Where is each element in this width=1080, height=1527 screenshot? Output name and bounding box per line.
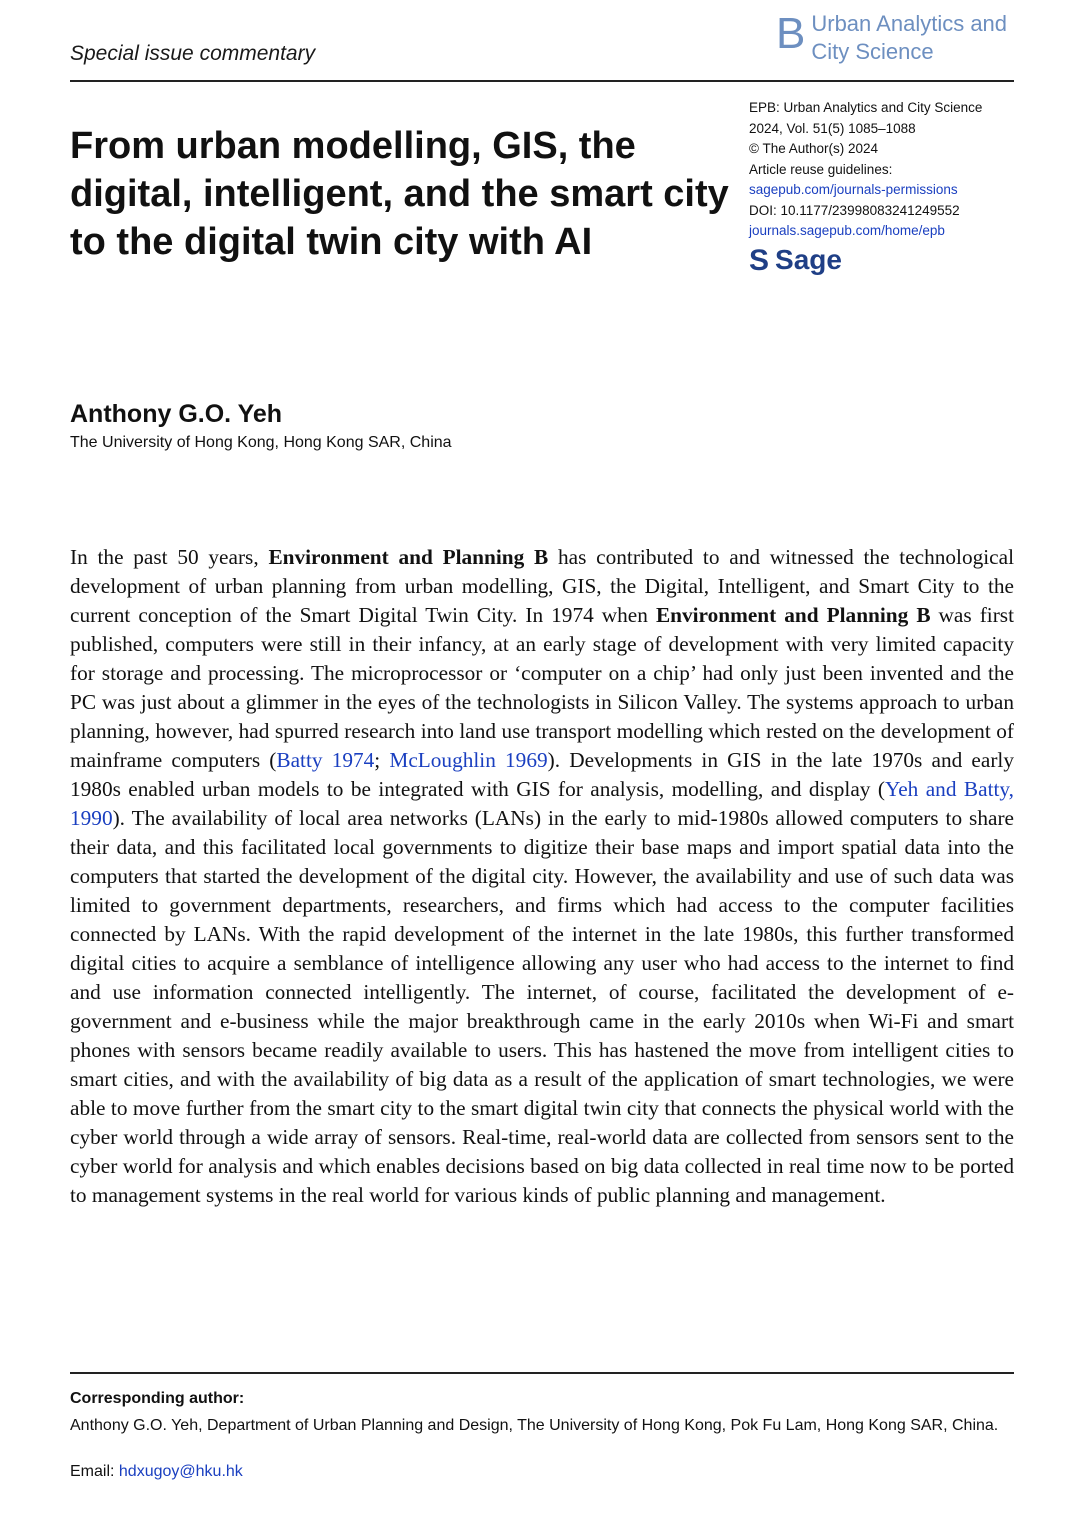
citation-yeh-batty-1990[interactable]: Yeh and Batty, 1990 (70, 777, 1014, 830)
body-text-1: In the past 50 years, (70, 545, 269, 569)
volume-info: 2024, Vol. 51(5) 1085–1088 (749, 120, 916, 136)
sage-wordmark: Sage (775, 244, 842, 276)
journal-mention-1: Environment and Planning B (268, 545, 549, 569)
doi: DOI: 10.1177/23998083241249552 (749, 202, 960, 218)
body-text-5: ). Developments in GIS in the late 1970s and early 1980s enabled urban models to be integrated with GIS for analysis, modelling, and display ( (70, 748, 1014, 801)
journal-mention-2: Environment and Planning B (655, 603, 931, 627)
header-divider (70, 80, 1014, 82)
reuse-label: Article reuse guidelines: (749, 161, 893, 177)
journal-logo-text (811, 10, 1007, 66)
body-text-4: ; (374, 748, 390, 772)
citation-batty-1974[interactable]: Batty 1974 (276, 748, 375, 772)
sage-logo (749, 243, 1019, 277)
article-title: From urban modelling, GIS, the digital, intelligent, and the smart city to the digital twin city with AI (70, 125, 729, 263)
journal-name-line1: Urban Analytics and (811, 11, 1008, 36)
reuse-link[interactable]: sagepub.com/journals-permissions (749, 182, 958, 197)
journal-link[interactable]: journals.sagepub.com/home/epb (749, 223, 945, 238)
email-link[interactable]: hdxugoy@hku.hk (118, 1463, 243, 1480)
email-label: Email: (70, 1463, 119, 1480)
corresponding-author-heading: Corresponding author: (70, 1390, 245, 1407)
article-meta (749, 98, 1019, 275)
corresponding-author-address: Anthony G.O. Yeh, Department of Urban Planning and Design, The University of Hong Kong, Pok Fu Lam, Hong Kong SAR, China. (70, 1417, 999, 1434)
copyright: © The Author(s) 2024 (749, 141, 879, 156)
author-affiliation: The University of Hong Kong, Hong Kong SAR, China (70, 434, 452, 451)
body-text-3: was first published, computers were still in their infancy, at an early stage of development with very limited capacity for storage and processing. The microprocessor or ‘computer on a chip’ had only just been invented and the PC was just about a glimmer in the eyes of the technologists in Silicon Valley. The systems approach to urban planning, however, had spurred research into land use transport modelling which rested on the development of mainframe computers ( (70, 603, 1015, 772)
journal-logo (776, 10, 1007, 66)
body-text-6: ). The availability of local area networks (LANs) in the early to mid-1980s allowed computers to share their data, and this facilitated local governments to digitize their base maps and import spatial data into the computers that started the development of the digital city. However, the availability and use of such data was limited to government departments, researchers, and firms which had access to the computer facilities connected by LANs. With the rapid development of the internet in the late 1980s, this further transformed digital cities to acquire a semblance of intelligence allowing any user who had access to the internet to find and use information connected intelligently. The internet, of course, facilitated the development of e-government and e-business while the major breakthrough came in the early 2010s when Wi-Fi and smart phones with sensors became readily available to users. This has hastened the move from intelligent cities to smart cities, and with the availability of big data as a result of the application of smart technologies, we were able to move further from the smart city to the smart digital twin city that connects the physical world with the cyber world through a wide array of sensors. Real-time, real-world data are collected from sensors sent to the cyber world for analysis and which enables decisions based on big data collected in real time now to be ported to management systems in the real world for various kinds of public planning and management. (70, 806, 1014, 1207)
author-name: Anthony G.O. Yeh (70, 400, 283, 428)
body-paragraph (70, 543, 1014, 1210)
footer-divider (70, 1372, 1014, 1374)
journal-name-line2: City Science (811, 39, 934, 64)
journal-citation: EPB: Urban Analytics and City Science (749, 100, 983, 115)
body-text-2: has contributed to and witnessed the technological development of urban planning from urban modelling, GIS, the Digital, Intelligent, and Smart City to the current conception of the Smart Digital Twin City. In 1974 when (70, 545, 1014, 627)
citation-mcloughlin-1969[interactable]: McLoughlin 1969 (389, 748, 548, 772)
section-label: Special issue commentary (70, 42, 316, 65)
corresponding-author-email (70, 1463, 243, 1481)
sage-icon: S (749, 243, 770, 277)
journal-logo-letter: B (776, 9, 806, 58)
